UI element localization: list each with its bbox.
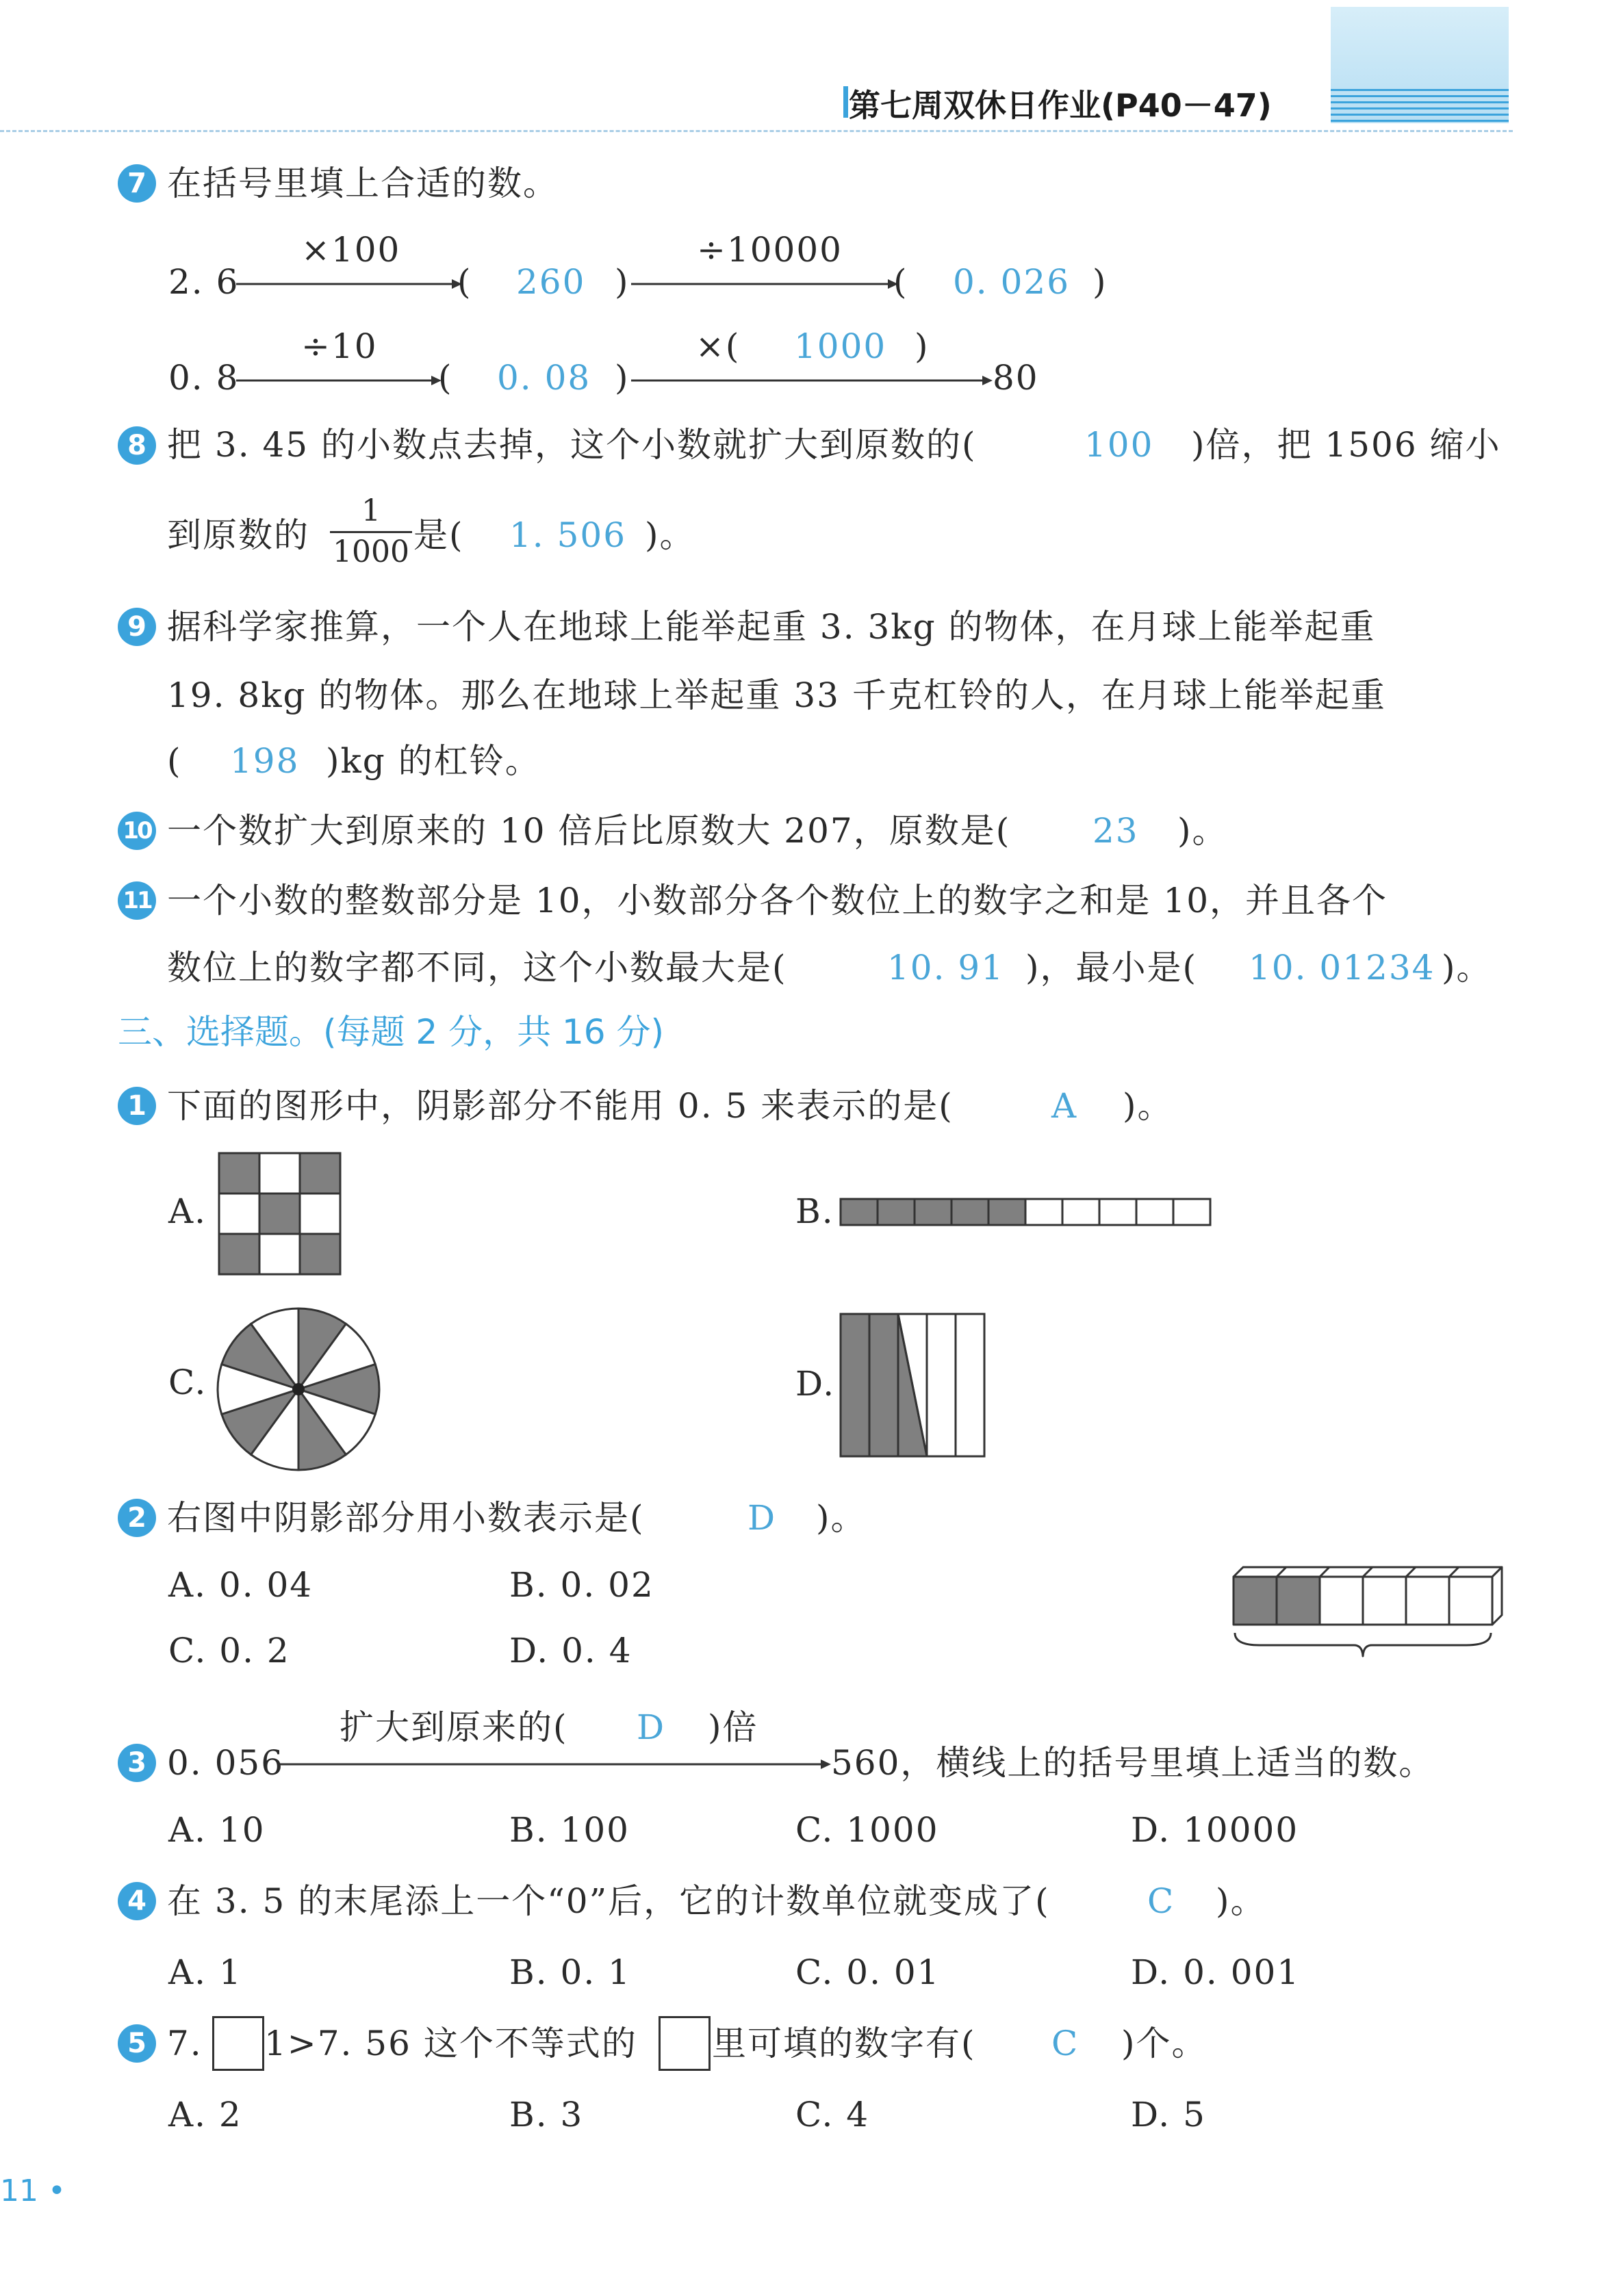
page-header-title: 第七周双休日作业(P40－47) <box>849 87 1272 124</box>
c3-option-d: D. 10000 <box>1131 1810 1299 1850</box>
c3-arrow <box>279 1757 831 1771</box>
c5-blank-box-2 <box>659 2016 711 2071</box>
q7-row2-end: 80 <box>993 358 1039 398</box>
c1-figure-a-checkerboard <box>218 1152 342 1276</box>
c3-arrow-label-pre: 扩大到原来的( <box>340 1707 568 1747</box>
question-number-10: 10 <box>118 812 156 850</box>
c3-option-b: B. 100 <box>509 1810 630 1850</box>
c1-option-b-label: B. <box>795 1191 834 1231</box>
c5-blank-box-1 <box>212 2016 264 2071</box>
q7-row1-arrow1 <box>236 277 462 291</box>
header-accent-bar <box>843 86 848 118</box>
q7-row1-rparen2: ) <box>1092 262 1108 302</box>
c1-stem-post: )。 <box>1123 1086 1173 1126</box>
q9-answer: 198 <box>230 741 300 781</box>
question-number-11: 11 <box>118 881 156 920</box>
c3-answer: D <box>637 1707 666 1747</box>
q11-line2-pre: 数位上的数字都不同，这个小数最大是( <box>167 948 787 988</box>
q7-row2-rparen1: ) <box>615 358 630 398</box>
c2-stem-pre: 右图中阴影部分用小数表示是( <box>167 1498 645 1538</box>
c4-stem-post: )。 <box>1216 1881 1266 1921</box>
c2-answer: D <box>748 1498 777 1538</box>
choice-question-number-1: 1 <box>118 1087 156 1125</box>
q7-row1-lparen1: ( <box>457 262 472 302</box>
q11-line2-post: )。 <box>1442 948 1492 988</box>
q9-line2: 19. 8kg 的物体。那么在地球上举起重 33 千克杠铃的人，在月球上能举起重 <box>167 675 1386 715</box>
c2-option-a: A. 0. 04 <box>168 1565 314 1605</box>
q7-row2-op1: ÷10 <box>301 326 378 366</box>
c4-option-c: C. 0. 01 <box>795 1952 941 1992</box>
c5-option-d: D. 5 <box>1131 2095 1206 2134</box>
c2-option-c: C. 0. 2 <box>168 1631 290 1671</box>
q8-line2-pre: 到原数的 <box>167 515 309 555</box>
q7-row2-lparen1: ( <box>438 358 453 398</box>
c4-answer: C <box>1147 1881 1175 1921</box>
page-number: 11 • <box>0 2174 66 2208</box>
q7-row1-start: 2. 6 <box>168 262 240 302</box>
c5-part2: 1>7. 56 这个不等式的 <box>264 2024 637 2063</box>
question-number-7: 7 <box>118 164 156 203</box>
q10-post: )。 <box>1177 811 1228 851</box>
c4-option-b: B. 0. 1 <box>509 1952 631 1992</box>
c5-option-b: B. 3 <box>509 2095 584 2134</box>
c1-option-c-label: C. <box>168 1363 207 1402</box>
q7-row2-arrow1 <box>236 374 442 387</box>
q8-fraction-numerator: 1 <box>361 493 381 528</box>
choice-question-number-5: 5 <box>118 2024 156 2063</box>
q8-fraction-denominator: 1000 <box>333 534 409 569</box>
question-number-8: 8 <box>118 426 156 465</box>
c2-option-b: B. 0. 02 <box>509 1565 654 1605</box>
q7-row2-op2-answer: 1000 <box>794 326 887 366</box>
c2-option-d: D. 0. 4 <box>509 1631 632 1671</box>
c5-option-c: C. 4 <box>795 2095 870 2134</box>
q9-line3-pre: ( <box>167 741 182 781</box>
q7-row1-answer1: 260 <box>516 262 586 302</box>
c1-stem-pre: 下面的图形中，阴影部分不能用 0. 5 来表示的是( <box>167 1086 954 1126</box>
q9-line1: 据科学家推算，一个人在地球上能举起重 3. 3kg 的物体，在月球上能举起重 <box>167 607 1376 647</box>
q7-row1-rparen1: ) <box>615 262 630 302</box>
q11-line1: 一个小数的整数部分是 10，小数部分各个数位上的数字之和是 10，并且各个 <box>167 881 1388 920</box>
q7-stem: 在括号里填上合适的数。 <box>167 164 559 203</box>
header-divider <box>0 130 1513 132</box>
question-number-9: 9 <box>118 608 156 646</box>
choice-question-number-3: 3 <box>118 1744 156 1782</box>
c5-answer: C <box>1051 2024 1079 2063</box>
c2-stem-post: )。 <box>816 1498 867 1538</box>
choice-question-number-4: 4 <box>118 1882 156 1920</box>
q7-row1-answer2: 0. 026 <box>953 262 1071 302</box>
q8-answer1: 100 <box>1084 425 1154 465</box>
q9-line3-post: )kg 的杠铃。 <box>326 741 541 781</box>
q7-row2-arrow2 <box>631 374 993 387</box>
q7-row1-arrow2 <box>631 277 898 291</box>
choice-question-number-2: 2 <box>118 1499 156 1537</box>
q10-answer: 23 <box>1092 811 1139 851</box>
c3-start: 0. 056 <box>167 1743 285 1783</box>
q8-answer2: 1. 506 <box>509 515 627 555</box>
c3-option-c: C. 1000 <box>795 1810 939 1850</box>
q7-row2-op2-pre: ×( <box>695 326 741 366</box>
q7-row1-lparen2: ( <box>893 262 908 302</box>
q8-line1-pre: 把 3. 45 的小数点去掉，这个小数就扩大到原数的( <box>167 425 977 465</box>
c5-option-a: A. 2 <box>168 2095 242 2134</box>
q10-pre: 一个数扩大到原来的 10 倍后比原数大 207，原数是( <box>167 811 1011 851</box>
q7-row1-op2: ÷10000 <box>697 230 843 270</box>
q8-fraction-bar <box>330 531 412 533</box>
q7-row2-start: 0. 8 <box>168 358 240 398</box>
c4-option-a: A. 1 <box>168 1952 242 1992</box>
q7-row2-answer1: 0. 08 <box>497 358 591 398</box>
c2-figure-cuboid <box>1232 1564 1506 1660</box>
q11-answer2: 10. 01234 <box>1249 948 1435 988</box>
c5-part3: 里可填的数字有( <box>712 2024 976 2063</box>
c1-option-a-label: A. <box>168 1191 207 1231</box>
c4-option-d: D. 0. 001 <box>1131 1952 1301 1992</box>
c1-figure-b-strip <box>839 1198 1213 1226</box>
section-3-title: 三、选择题。(每题 2 分，共 16 分) <box>118 1012 665 1052</box>
c4-stem-pre: 在 3. 5 的末尾添上一个“0”后，它的计数单位就变成了( <box>167 1881 1050 1921</box>
c5-part1: 7. <box>167 2024 203 2063</box>
q11-line2-mid: )，最小是( <box>1025 948 1198 988</box>
q8-line2-post: )。 <box>645 515 695 555</box>
c3-rest: 560，横线上的括号里填上适当的数。 <box>831 1743 1435 1783</box>
q7-row1-op1: ×100 <box>301 230 401 270</box>
q8-line1-post: )倍，把 1506 缩小 <box>1191 425 1501 465</box>
c3-option-a: A. 10 <box>168 1810 266 1850</box>
c5-post: )个。 <box>1121 2024 1208 2063</box>
c1-figure-c-circle <box>215 1306 382 1473</box>
c1-option-d-label: D. <box>795 1364 836 1404</box>
q7-row2-op2-post: ) <box>915 326 930 366</box>
c1-answer: A <box>1051 1086 1078 1126</box>
c3-arrow-label-post: )倍 <box>708 1707 758 1747</box>
q11-answer1: 10. 91 <box>887 948 1005 988</box>
q8-line2-mid: 是( <box>413 515 464 555</box>
header-stripes <box>1331 89 1509 123</box>
c1-figure-d-rectangle <box>839 1313 986 1459</box>
